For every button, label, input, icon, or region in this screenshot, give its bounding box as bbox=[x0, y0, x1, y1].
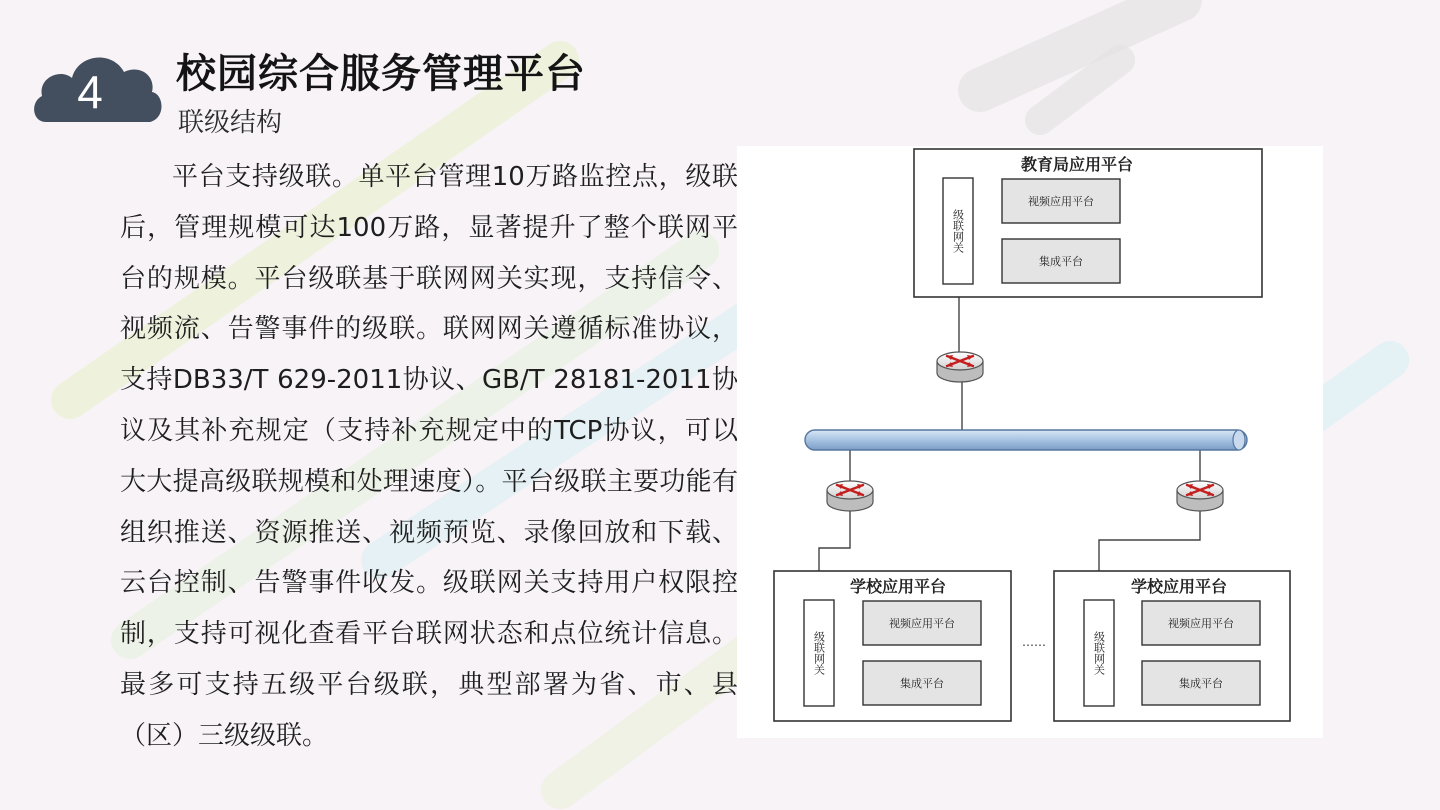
router-icon-right bbox=[1177, 481, 1223, 511]
body-paragraph: 平台支持级联。单平台管理10万路监控点，级联后，管理规模可达100万路，显著提升了整个联网平台的规模。平台级联基于联网网关实现，支持信令、视频流、告警事件的级联。联网网关遵循标准协议，支持DB33/T 629-2011协议、GB/T 28181-2011协议及其补充规定（支持补充规定中的TCP协议，可以大大提高级联规模和处理速度）。平台级联主要功能有组织推送、资源推送、视频预览、录像回放和下载、云台控制、告警事件收发。级联网关支持用户权限控制，支持可视化查看平台联网状态和点位统计信息。最多可支持五级平台级联，典型部署为省、市、县（区）三级级联。 bbox=[120, 162, 738, 751]
top-platform-box bbox=[914, 149, 1262, 297]
school-integration-label-1: 集成平台 bbox=[900, 677, 944, 690]
page-title: 校园综合服务管理平台 bbox=[176, 51, 586, 97]
router-icon-top bbox=[937, 352, 983, 382]
school-platform-box-2 bbox=[1054, 571, 1290, 721]
page-subtitle: 联级结构 bbox=[178, 108, 283, 138]
school-gateway-label-2: 级联网关 bbox=[1092, 631, 1106, 675]
top-gateway-label: 级联网关 bbox=[951, 209, 965, 253]
top-video-app-label: 视频应用平台 bbox=[1028, 195, 1094, 208]
school-integration-label-2: 集成平台 bbox=[1179, 677, 1223, 690]
school-video-app-label-1: 视频应用平台 bbox=[889, 617, 955, 630]
school-ellipsis: …… bbox=[1022, 635, 1046, 649]
router-icon-left bbox=[827, 481, 873, 511]
school-gateway-label-1: 级联网关 bbox=[812, 631, 826, 675]
section-number: 4 bbox=[77, 66, 103, 118]
network-backbone bbox=[805, 430, 1247, 450]
school-platform-title-1: 学校应用平台 bbox=[849, 577, 947, 596]
school-platform-title-2: 学校应用平台 bbox=[1130, 577, 1228, 596]
school-video-app-label-2: 视频应用平台 bbox=[1168, 617, 1234, 630]
top-platform-title: 教育局应用平台 bbox=[1020, 155, 1134, 174]
top-integration-label: 集成平台 bbox=[1039, 255, 1083, 268]
cascade-topology-diagram bbox=[737, 146, 1323, 738]
school-platform-box-1 bbox=[774, 571, 1011, 721]
